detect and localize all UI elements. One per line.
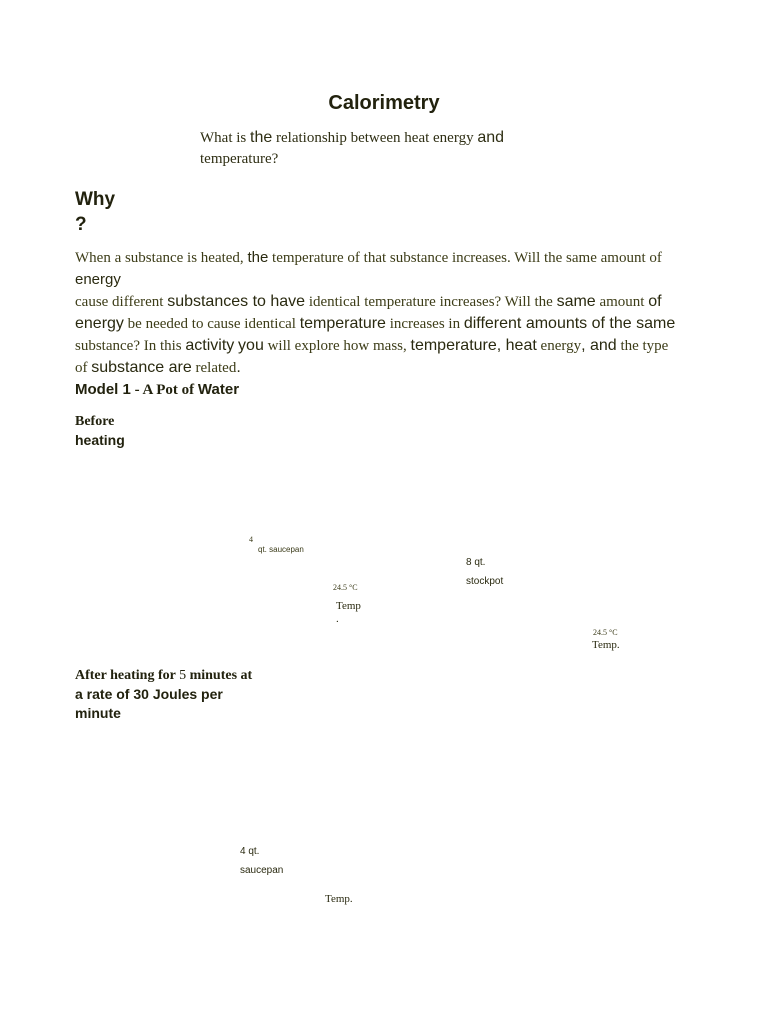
after-saucepan-label-line: 4 qt. [240,846,260,857]
after-heading-line [75,666,265,685]
model-heading-text: Model 1 [75,381,131,398]
guiding-question [200,127,530,170]
intro-paragraph [75,247,700,379]
intro-text: energy [75,315,124,332]
saucepan-size-number: 4 [249,535,253,544]
intro-text: energy [536,338,582,354]
intro-line [75,313,700,335]
after-heading-text: After heating for [75,668,180,683]
after-heating-heading [75,666,265,723]
why-heading-line: ? [75,214,87,235]
why-heading [75,187,115,237]
saucepan-temperature-value: 24.5 °C [333,583,358,592]
intro-text: the [247,249,269,266]
intro-text: substances to have [167,293,306,310]
intro-text: of [648,293,662,310]
intro-text: temperature of that substance increases. Will the same amount of [268,250,662,266]
question-text: relationship between heat energy [272,130,478,146]
after-saucepan-label [240,842,283,880]
intro-text: same [556,293,596,310]
after-saucepan-label-line: saucepan [240,865,284,876]
stockpot-temp-label: Temp. [592,639,620,651]
model-heading-text: Water [197,381,240,398]
saucepan-temp-label: Temp [336,600,361,612]
intro-text: identical temperature increases? Will the [305,294,557,310]
intro-text: cause different [75,294,168,310]
question-text: the [250,129,273,146]
intro-text: temperature, heat [410,337,537,354]
after-heading-text: minutes at [186,668,253,683]
before-heating-heading [75,412,125,450]
intro-line [75,291,700,313]
before-heading-line: heating [75,432,125,448]
model-heading-text: - A Pot of [130,382,198,398]
intro-text: related [191,360,237,376]
saucepan-temp-label-dot: . [336,613,339,625]
intro-line [75,247,700,291]
after-heading-line: minute [75,705,121,721]
after-heading-text: 5 [179,668,187,683]
after-heading-line: a rate of 30 Joules per [75,686,223,702]
intro-text: will explore how mass, [263,338,411,354]
model-heading [75,381,239,399]
question-text: temperature? [200,151,279,167]
why-heading-line: Why [75,189,116,210]
question-text: and [477,129,505,146]
saucepan-label: qt. saucepan [258,545,304,554]
after-temp-label: Temp. [325,893,353,905]
intro-text: substance? In this [75,338,186,354]
intro-text: increases in [385,316,464,332]
intro-text: temperature [299,315,386,332]
intro-text: energy [75,271,121,288]
intro-text: , and [581,337,617,354]
intro-text: When a substance is heated, [75,250,248,266]
intro-text: substance are [91,359,192,376]
stockpot-label [466,553,503,591]
question-text: What is [200,130,250,146]
intro-line [75,335,700,357]
intro-text: different amounts of the same [463,315,676,332]
intro-text: of [75,360,92,376]
intro-text: be needed to cause identical [123,316,300,332]
stockpot-label-line: stockpot [466,576,504,587]
stockpot-temperature-value: 24.5 °C [593,628,618,637]
intro-text: amount [595,294,649,310]
before-heading-line: Before [75,414,115,429]
intro-text: activity [185,337,235,354]
stockpot-label-line: 8 qt. [466,557,486,568]
intro-line [75,357,700,379]
page-title: Calorimetry [328,92,440,114]
intro-text: . [236,359,241,376]
intro-text: the type [616,338,669,354]
intro-text: you [238,337,264,354]
